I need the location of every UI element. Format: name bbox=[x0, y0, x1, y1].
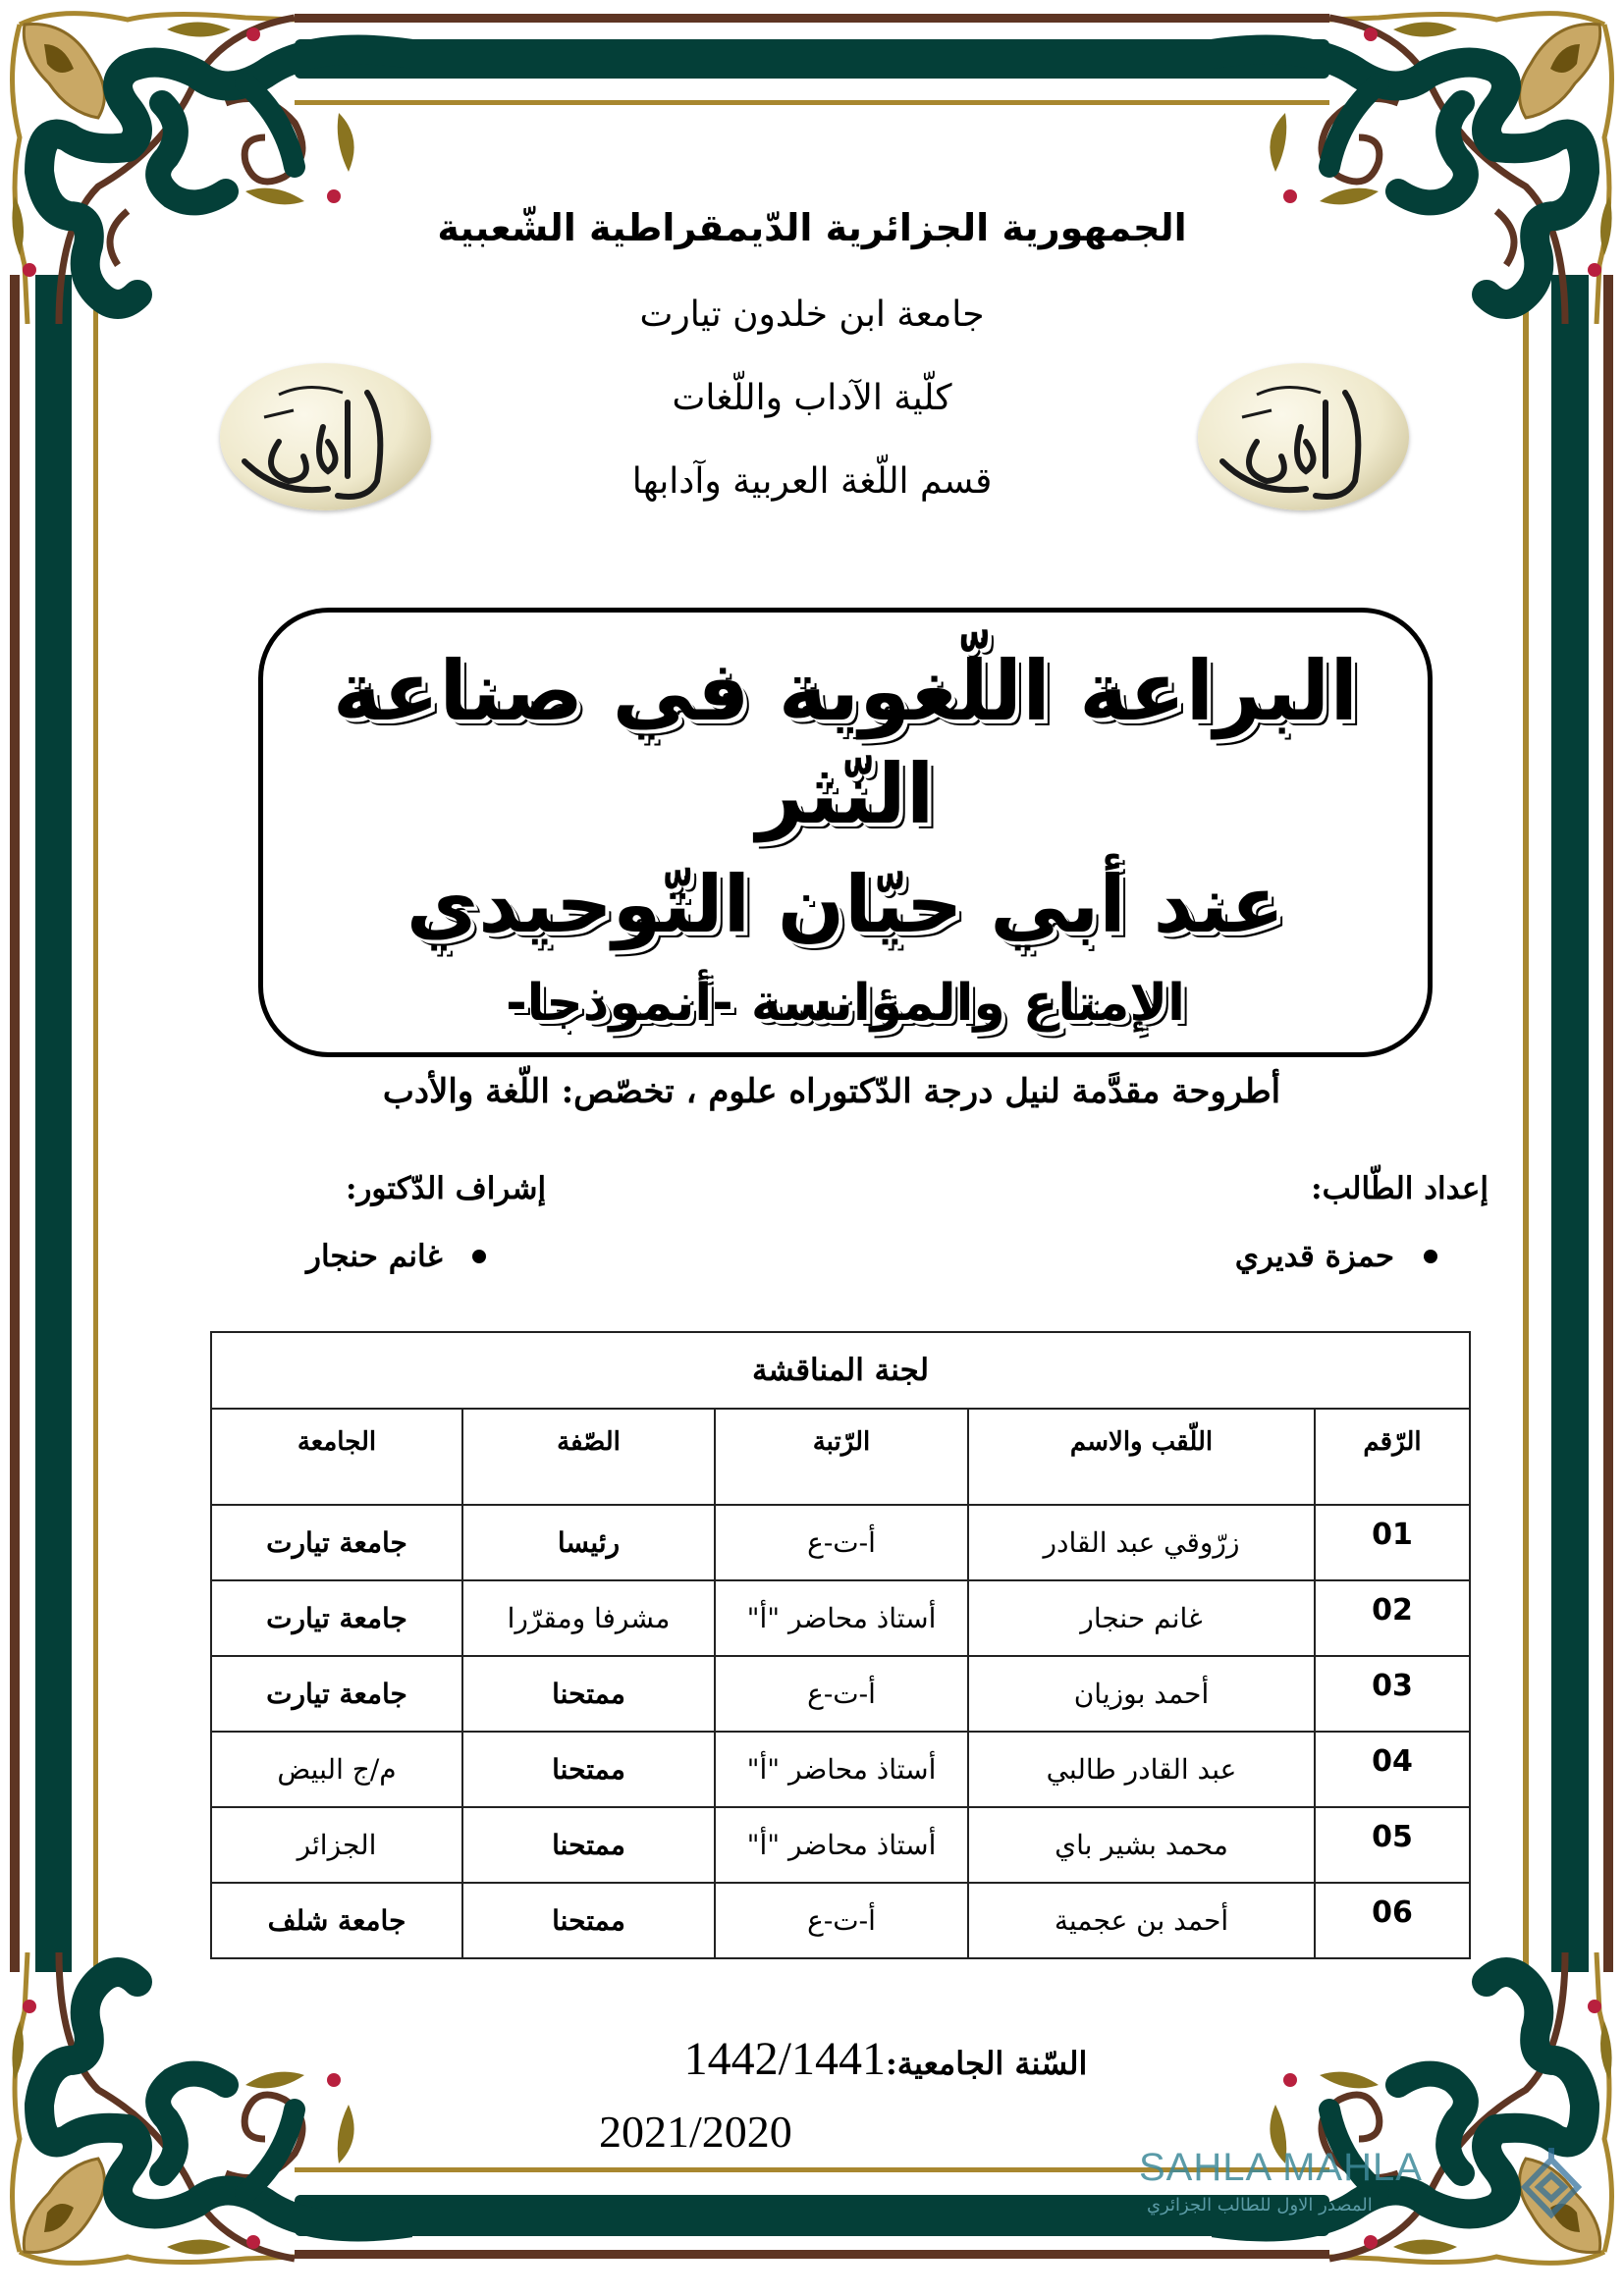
member-role: ممتحنا bbox=[462, 1883, 715, 1958]
faculty-name: كلّية الآداب واللّغات bbox=[672, 378, 952, 418]
member-name: أحمد بوزيان bbox=[968, 1656, 1315, 1732]
bullet-icon bbox=[472, 1250, 486, 1263]
member-name: زرّوقي عبد القادر bbox=[968, 1505, 1315, 1580]
member-university: جامعة تيارت bbox=[211, 1505, 462, 1580]
frame-top-gold-line bbox=[295, 100, 1329, 105]
member-role: ممتحنا bbox=[462, 1807, 715, 1883]
member-rank: أستاذ محاضر "أ" bbox=[715, 1807, 968, 1883]
member-rank: أستاذ محاضر "أ" bbox=[715, 1732, 968, 1807]
table-row bbox=[211, 1732, 1470, 1807]
supervisor-entry bbox=[306, 1239, 486, 1274]
supervisor-name: غانم حنجار bbox=[306, 1239, 443, 1274]
thesis-description: أطروحة مقدَّمة لنيل درجة الدّكتوراه علوم ، تخصّص: اللّغة والأدب bbox=[382, 1072, 1281, 1111]
frame-top-brown-line bbox=[295, 14, 1329, 23]
member-number: 06 bbox=[1315, 1883, 1470, 1958]
member-number: 01 bbox=[1315, 1505, 1470, 1580]
frame-top-green-band bbox=[295, 39, 1329, 79]
member-role: ممتحنا bbox=[462, 1732, 715, 1807]
table-row bbox=[211, 1656, 1470, 1732]
member-number: 02 bbox=[1315, 1580, 1470, 1656]
member-name: عبد القادر طالبي bbox=[968, 1732, 1315, 1807]
column-header-name: اللّقب والاسم bbox=[968, 1409, 1315, 1505]
bullet-icon bbox=[1424, 1250, 1437, 1263]
university-name: جامعة ابن خلدون تيارت bbox=[639, 294, 985, 335]
member-university: م/ج البيض bbox=[211, 1732, 462, 1807]
member-name: غانم حنجار bbox=[968, 1580, 1315, 1656]
department-name: قسم اللّغة العربية وآدابها bbox=[631, 461, 993, 502]
academic-year-hijri: 1442/1441 bbox=[683, 2033, 886, 2085]
column-header-rank: الرّتبة bbox=[715, 1409, 968, 1505]
thesis-title-line-1: البراعة اللّغوية في صناعة النّثر bbox=[332, 642, 1359, 842]
republic-heading: الجمهورية الجزائرية الدّيمقراطية الشّعبية bbox=[437, 206, 1187, 249]
member-role: رئيسا bbox=[462, 1505, 715, 1580]
watermark-logo-icon bbox=[1517, 2146, 1586, 2224]
watermark bbox=[1139, 2146, 1591, 2234]
corner-ornament-icon bbox=[0, 1952, 412, 2276]
member-university: جامعة شلف bbox=[211, 1883, 462, 1958]
column-header-role: الصّفة bbox=[462, 1409, 715, 1505]
university-seal-icon bbox=[1198, 363, 1409, 510]
member-rank: أ-ت-ع bbox=[715, 1656, 968, 1732]
member-university: جامعة تيارت bbox=[211, 1580, 462, 1656]
watermark-subtitle: المصدر الاول للطالب الجزائري bbox=[1147, 2195, 1373, 2216]
student-label: إعداد الطّالب: bbox=[1311, 1171, 1489, 1206]
member-role: ممتحنا bbox=[462, 1656, 715, 1732]
committee-caption: لجنة المناقشة bbox=[211, 1332, 1470, 1409]
thesis-title-box bbox=[258, 608, 1433, 1057]
academic-year bbox=[0, 2032, 1624, 2086]
member-name: محمد بشير باي bbox=[968, 1807, 1315, 1883]
frame-left-gold-line bbox=[93, 275, 98, 1972]
thesis-title-line-2: عند أبي حيّان التّوحيدي bbox=[406, 858, 1285, 950]
corner-ornament-icon bbox=[1212, 0, 1624, 324]
member-rank: أستاذ محاضر "أ" bbox=[715, 1580, 968, 1656]
frame-right-gold-line bbox=[1523, 275, 1529, 1972]
table-row bbox=[211, 1807, 1470, 1883]
member-number: 05 bbox=[1315, 1807, 1470, 1883]
committee-table bbox=[210, 1331, 1471, 1959]
student-entry bbox=[1235, 1239, 1437, 1274]
member-role: مشرفا ومقرّرا bbox=[462, 1580, 715, 1656]
table-header-row bbox=[211, 1409, 1470, 1505]
frame-left-brown-line bbox=[10, 275, 20, 1972]
member-number: 03 bbox=[1315, 1656, 1470, 1732]
member-rank: أ-ت-ع bbox=[715, 1505, 968, 1580]
frame-right-green-band bbox=[1551, 275, 1589, 1972]
academic-year-label: السّنة الجامعية: bbox=[885, 2045, 1088, 2082]
supervisor-label: إشراف الدّكتور: bbox=[346, 1171, 547, 1206]
member-name: أحمد بن عجمية bbox=[968, 1883, 1315, 1958]
table-row bbox=[211, 1580, 1470, 1656]
academic-year-gregorian: 2021/2020 bbox=[599, 2107, 792, 2157]
member-university: جامعة تيارت bbox=[211, 1656, 462, 1732]
table-row bbox=[211, 1883, 1470, 1958]
thesis-title-line-3: الإمتاع والمؤانسة -أنموذجا- bbox=[506, 973, 1185, 1033]
frame-right-brown-line bbox=[1603, 275, 1613, 1972]
watermark-title: SAHLA MAHLA bbox=[1139, 2146, 1423, 2189]
frame-left-green-band bbox=[35, 275, 72, 1972]
university-seal-icon bbox=[220, 363, 431, 510]
member-university: الجزائر bbox=[211, 1807, 462, 1883]
member-number: 04 bbox=[1315, 1732, 1470, 1807]
student-name: حمزة قديري bbox=[1234, 1239, 1394, 1274]
column-header-university: الجامعة bbox=[211, 1409, 462, 1505]
table-row bbox=[211, 1505, 1470, 1580]
member-rank: أ-ت-ع bbox=[715, 1883, 968, 1958]
corner-ornament-icon bbox=[0, 0, 412, 324]
frame-bottom-brown-line bbox=[295, 2250, 1329, 2259]
column-header-number: الرّقم bbox=[1315, 1409, 1470, 1505]
